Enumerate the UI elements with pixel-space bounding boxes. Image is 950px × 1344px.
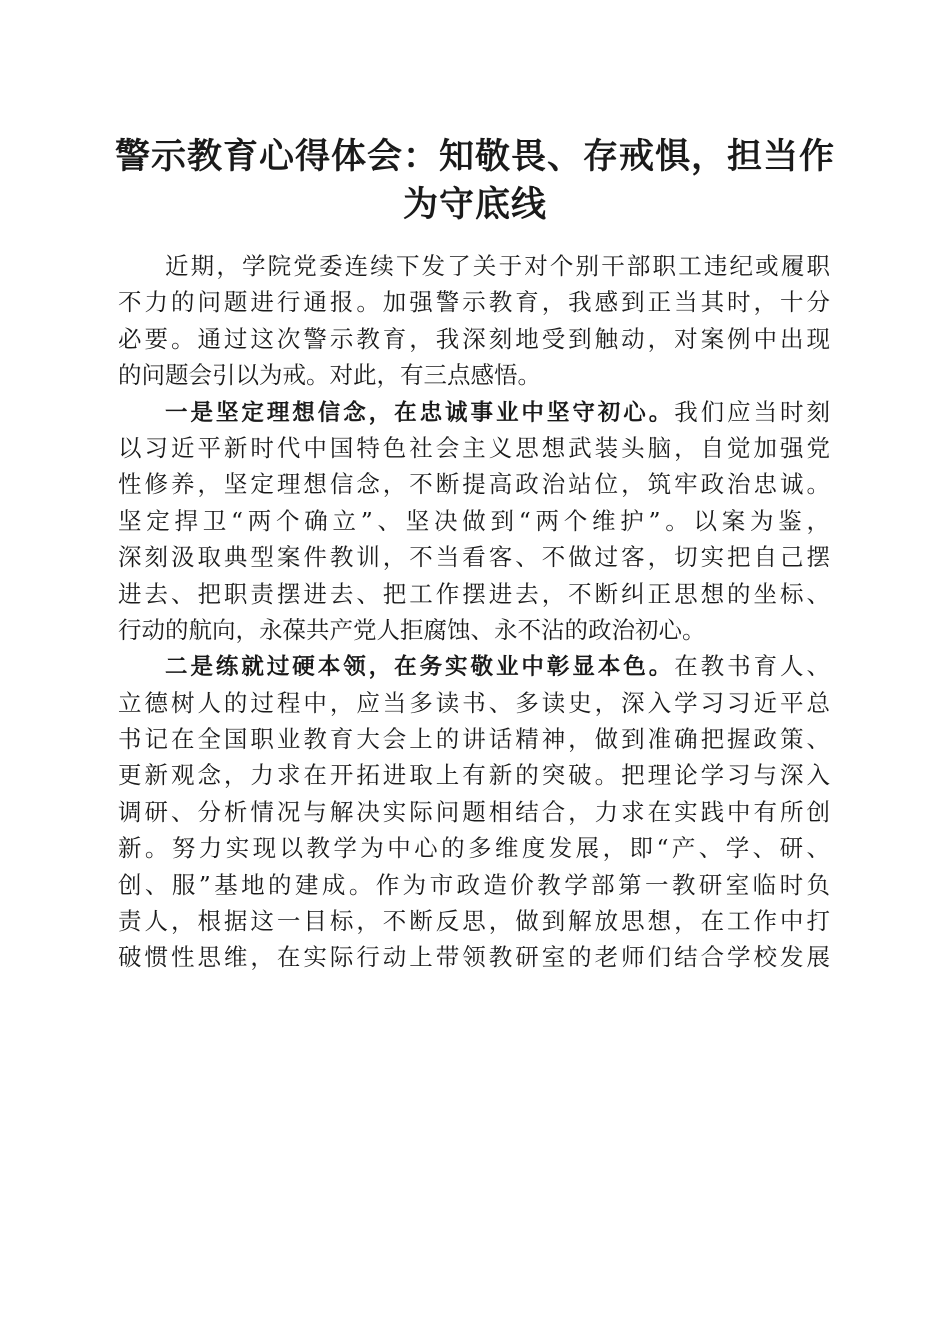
text-line: 更新观念，力求在开拓进取上有新的突破。把理论学习与深入 [118,761,830,790]
text-line [118,648,830,684]
text-line: 以习近平新时代中国特色社会主义思想武装头脑，自觉加强党 [118,433,830,462]
paragraph-lead: 一是坚定理想信念，在忠诚事业中坚守初心。 [165,399,675,426]
text-line: 立德树人的过程中，应当多读书、多读史，深入学习习近平总 [118,688,830,717]
text-line: 性修养，坚定理想信念，不断提高政治站位，筑牢政治忠诚。 [118,470,830,499]
text-line: 的问题会引以为戒。对此，有三点感悟。 [118,361,541,390]
paragraph-lead-rest: 我们应当时刻 [674,397,830,426]
text-line: 不力的问题进行通报。加强警示教育，我感到正当其时，十分 [118,288,830,317]
document-body [118,248,830,976]
text-line: 进去、把职责摆进去、把工作摆进去，不断纠正思想的坐标、 [118,579,830,608]
paragraph-intro [118,248,830,394]
text-line: 新。努力实现以教学为中心的多维度发展，即“产、学、研、 [118,834,830,863]
text-line: 坚定捍卫“两个确立”、坚决做到“两个维护”。以案为鉴， [118,506,830,535]
document-title-line-2: 为守底线 [402,184,547,225]
paragraph-point-one [118,394,830,649]
text-line: 责人，根据这一目标，不断反思，做到解放思想，在工作中打 [118,907,830,936]
document-title-line-1: 警示教育心得体会：知敬畏、存戒惧，担当作 [114,136,835,177]
paragraph-lead-rest: 在教书育人、 [674,652,830,681]
text-line: 创、服”基地的建成。作为市政造价教学部第一教研室临时负 [118,870,830,899]
text-line: 行动的航向，永葆共产党人拒腐蚀、永不沾的政治初心。 [118,615,706,644]
text-line: 调研、分析情况与解决实际问题相结合，力求在实践中有所创 [118,797,830,826]
text-line: 深刻汲取典型案件教训，不当看客、不做过客，切实把自己摆 [118,543,830,572]
text-line: 书记在全国职业教育大会上的讲话精神，做到准确把握政策、 [118,725,830,754]
text-line: 破惯性思维，在实际行动上带领教研室的老师们结合学校发展 [118,943,830,972]
text-line [118,394,830,430]
paragraph-point-two [118,648,830,976]
text-line: 近期，学院党委连续下发了关于对个别干部职工违纪或履职 [165,252,830,280]
paragraph-lead: 二是练就过硬本领，在务实敬业中彰显本色。 [165,654,675,681]
text-line: 必要。通过这次警示教育，我深刻地受到触动，对案例中出现 [118,324,830,353]
